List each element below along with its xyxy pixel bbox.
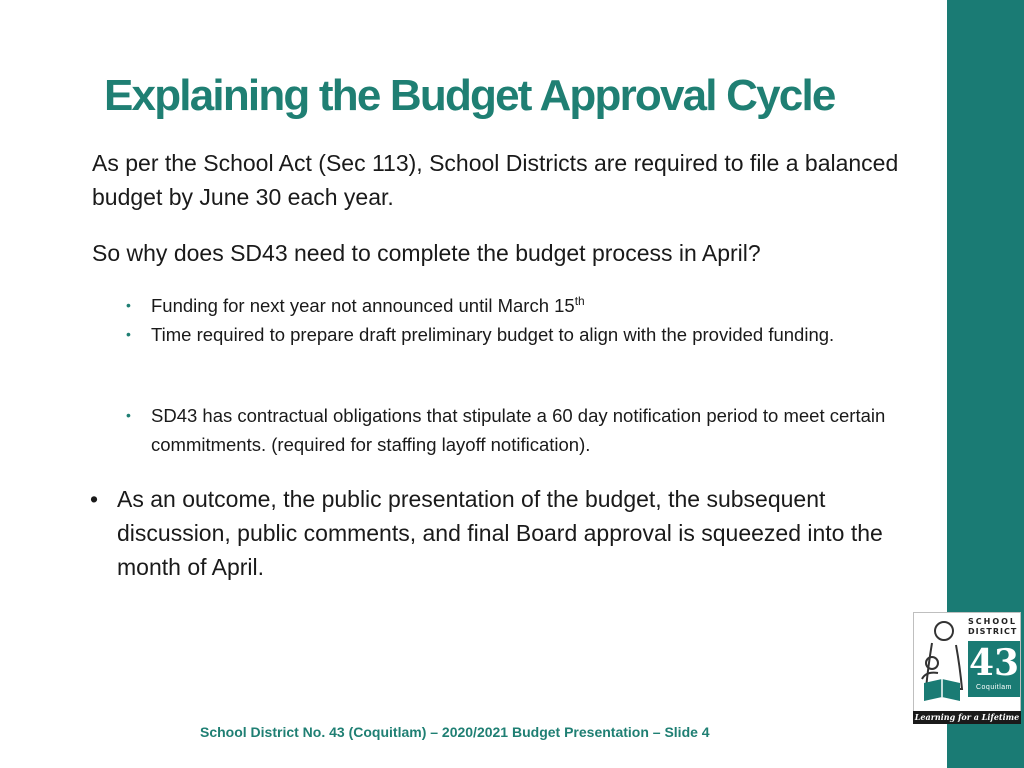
slide-title: Explaining the Budget Approval Cycle	[104, 71, 835, 120]
slide-footer: School District No. 43 (Coquitlam) – 2020/2021 Budget Presentation – Slide 4	[200, 724, 710, 740]
parent-child-reading-icon	[918, 617, 968, 703]
main-bullet-text: As an outcome, the public presentation of the budget, the subsequent discussion, public comments, and final Board approval is squeezed into the month of April.	[117, 486, 883, 580]
main-bullet	[90, 482, 940, 584]
logo-number: 43	[968, 642, 1020, 684]
intro-paragraph: As per the School Act (Sec 113), School Districts are required to file a balanced budget by June 30 each year.	[92, 150, 899, 210]
bullet-icon: •	[126, 407, 131, 423]
sub-bullet-list	[126, 401, 926, 459]
sub-bullet-list	[126, 291, 926, 349]
sub-bullet-item	[126, 320, 926, 349]
sub-bullet-item	[126, 291, 926, 320]
bullet-icon: •	[126, 326, 131, 342]
logo-school-text: SCHOOL	[968, 617, 1018, 626]
ordinal-suffix: th	[574, 293, 585, 308]
logo-district-text: DISTRICT	[968, 627, 1018, 636]
logo-number-box	[968, 641, 1020, 697]
district-logo	[913, 612, 1021, 724]
logo-tagline: Learning for a Lifetime	[914, 712, 1020, 722]
sub-bullet-text: Time required to prepare draft preliminary budget to align with the provided funding.	[151, 324, 835, 345]
bullet-icon: •	[90, 486, 99, 512]
bullet-icon: •	[126, 297, 131, 313]
logo-city: Coquitlam	[975, 684, 1012, 691]
sub-bullet-text: SD43 has contractual obligations that stipulate a 60 day notification period to meet certain commitments. (required for staffing layoff notification).	[151, 405, 886, 455]
question-paragraph: So why does SD43 need to complete the budget process in April?	[92, 240, 761, 266]
sub-bullet-text: Funding for next year not announced until March 15	[151, 295, 575, 316]
sub-bullet-item	[126, 401, 926, 459]
